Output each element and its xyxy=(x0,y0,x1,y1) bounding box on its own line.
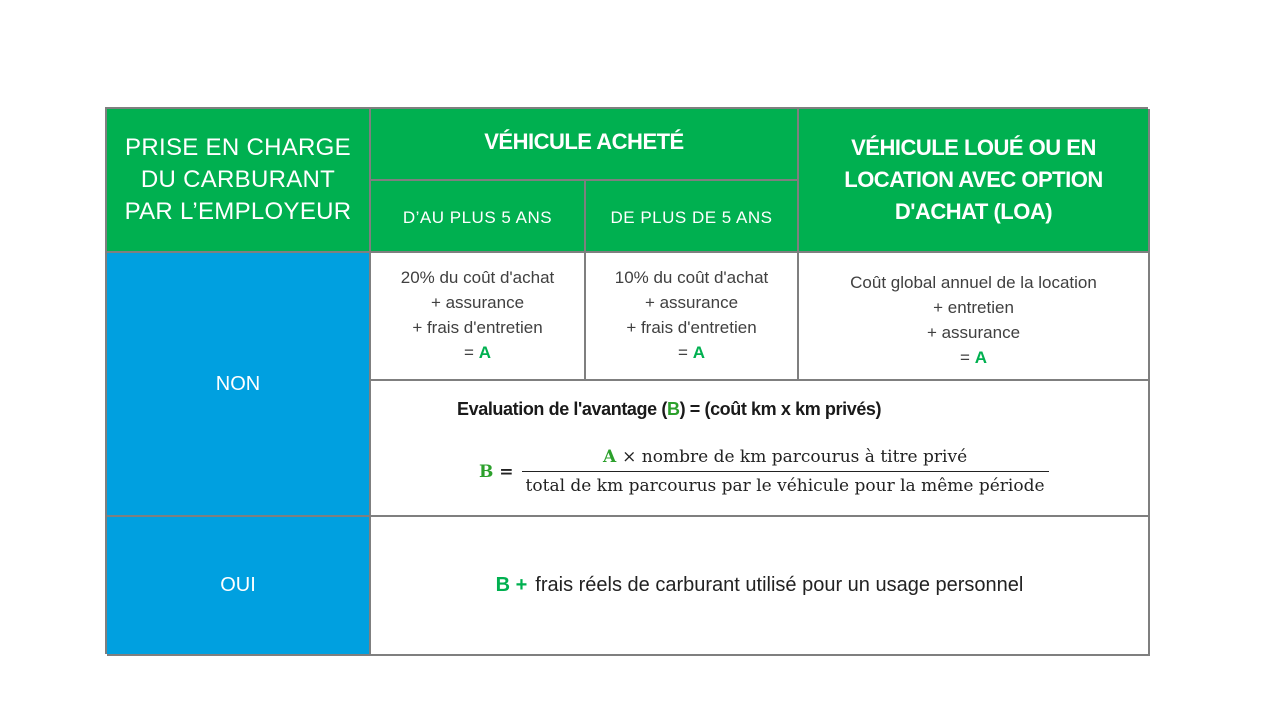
formula-recent-vehicle xyxy=(371,253,586,381)
formula-numerator xyxy=(597,447,973,471)
formula-recent-result: A xyxy=(478,343,491,362)
formula-old-vehicle xyxy=(586,253,799,381)
formula-recent-line-1: 20% du coût d'achat xyxy=(400,268,555,287)
formula-recent-line-3: + frais d'entretien xyxy=(412,318,543,337)
formula-old-equals: = xyxy=(678,343,688,362)
formula-loa-result: A xyxy=(974,348,987,367)
header-prise-line-3: PAR L’EMPLOYEUR xyxy=(124,198,352,225)
formula-old-line-2: + assurance xyxy=(644,293,739,312)
oui-value-text: frais réels de carburant utilisé pour un usage personnel xyxy=(535,574,1024,596)
formula-recent-line-2: + assurance xyxy=(430,293,525,312)
header-prise-line-2: DU CARBURANT xyxy=(140,166,336,193)
formula-lhs xyxy=(479,462,514,482)
formula-lhs-eq: = xyxy=(499,461,514,482)
evaluation-cell xyxy=(371,381,1150,517)
formula-numerator-var: A xyxy=(602,447,617,467)
header-plus-de-5-ans: DE PLUS DE 5 ANS xyxy=(586,181,799,253)
header-loue-line-3: D'ACHAT (LOA) xyxy=(894,199,1053,224)
evaluation-title-var: B xyxy=(666,399,680,419)
formula-lhs-var: B xyxy=(479,461,494,482)
formula-loa-line-1: Coût global annuel de la location xyxy=(850,273,1097,292)
evaluation-title-suffix: ) = (coût km x km privés) xyxy=(679,399,882,419)
formula-numerator-text: × nombre de km parcourus à titre privé xyxy=(622,447,968,467)
header-au-plus-5-ans: D’AU PLUS 5 ANS xyxy=(371,181,586,253)
header-vehicule-loue xyxy=(799,109,1150,253)
row-label-oui: OUI xyxy=(107,517,371,656)
fuel-benefit-table xyxy=(105,107,1148,654)
formula-loa-equals: = xyxy=(960,348,970,367)
formula-old-result: A xyxy=(692,343,705,362)
formula-old-line-3: + frais d'entretien xyxy=(626,318,757,337)
oui-value-var: B + xyxy=(495,574,528,596)
formula-old-line-1: 10% du coût d'achat xyxy=(614,268,769,287)
header-vehicule-achete: VÉHICULE ACHETÉ xyxy=(371,109,799,181)
header-prise-line-1: PRISE EN CHARGE xyxy=(125,134,351,161)
evaluation-formula xyxy=(479,447,1049,496)
evaluation-title xyxy=(457,399,881,420)
evaluation-title-prefix: Evaluation de l'avantage ( xyxy=(457,399,667,419)
oui-value xyxy=(371,517,1150,656)
row-label-non: NON xyxy=(107,253,371,517)
formula-fraction xyxy=(522,447,1049,496)
formula-loa-line-3: + assurance xyxy=(926,323,1021,342)
formula-denominator: total de km parcourus par le véhicule pour la même période xyxy=(522,471,1049,496)
header-prise-en-charge xyxy=(107,109,371,253)
formula-loa-line-2: + entretien xyxy=(933,298,1014,317)
formula-loa-vehicle xyxy=(799,253,1150,381)
header-loue-line-2: LOCATION AVEC OPTION xyxy=(844,167,1103,192)
header-loue-line-1: VÉHICULE LOUÉ OU EN xyxy=(851,135,1096,160)
formula-recent-equals: = xyxy=(464,343,474,362)
